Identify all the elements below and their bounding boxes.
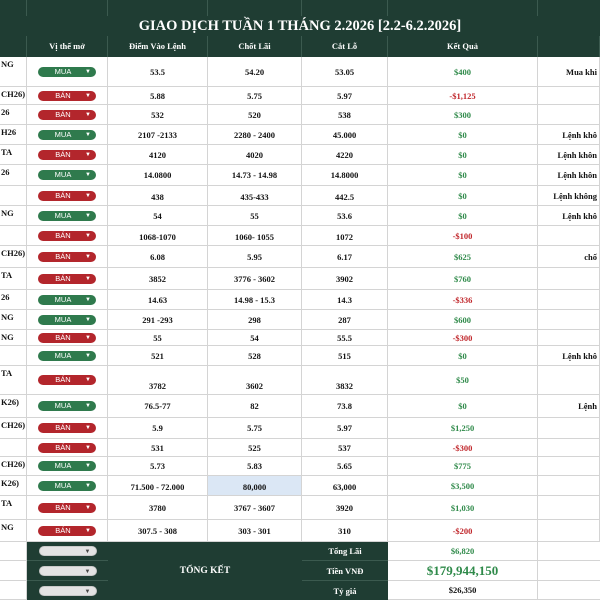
result-cell: $625 xyxy=(388,246,538,267)
stop-loss-cell: 5.65 xyxy=(302,457,388,475)
position-dropdown[interactable] xyxy=(38,503,96,513)
stop-loss-cell: 3832 xyxy=(302,366,388,394)
note-cell: Lệnh khôn xyxy=(538,145,600,164)
position-dropdown[interactable] xyxy=(38,67,96,77)
summary-dropdown-cell xyxy=(27,542,108,561)
dropdown-caret-icon: ▼ xyxy=(85,334,91,341)
take-profit-cell: 80,000 xyxy=(208,476,302,495)
entry-cell: 3852 xyxy=(108,268,208,289)
position-label: MUA xyxy=(54,461,72,470)
position-dropdown[interactable] xyxy=(38,351,96,361)
header-entry: Điểm Vào Lệnh xyxy=(108,36,208,57)
take-profit-cell: 14.73 - 14.98 xyxy=(208,165,302,185)
stop-loss-cell: 310 xyxy=(302,520,388,541)
take-profit-cell: 55 xyxy=(208,206,302,225)
note-cell: Lệnh xyxy=(538,395,600,417)
note-cell xyxy=(538,310,600,329)
table-row xyxy=(0,145,600,165)
stop-loss-cell: 4220 xyxy=(302,145,388,164)
summary-blank-cell xyxy=(0,561,27,581)
position-cell xyxy=(27,439,108,456)
result-cell: $1,030 xyxy=(388,496,538,519)
instrument-name-cell: CH26) xyxy=(0,418,27,438)
instrument-name-cell: TA xyxy=(0,145,27,164)
stop-loss-cell: 442.5 xyxy=(302,186,388,205)
entry-cell: 307.5 - 308 xyxy=(108,520,208,541)
position-label: BÁN xyxy=(55,190,71,200)
title-grid-cell xyxy=(0,0,27,16)
position-dropdown[interactable] xyxy=(38,461,96,471)
instrument-name-cell: H26 xyxy=(0,125,27,144)
position-dropdown[interactable] xyxy=(38,191,96,201)
result-cell: $0 xyxy=(388,165,538,185)
instrument-name-cell xyxy=(0,186,27,205)
position-dropdown[interactable] xyxy=(38,401,96,411)
note-cell xyxy=(538,520,600,541)
stop-loss-cell: 1072 xyxy=(302,226,388,245)
position-label: BÁN xyxy=(55,332,71,342)
position-cell xyxy=(27,165,108,185)
position-cell xyxy=(27,520,108,541)
table-row xyxy=(0,206,600,226)
header-note xyxy=(538,36,600,57)
position-cell xyxy=(27,125,108,144)
position-dropdown[interactable] xyxy=(38,252,96,262)
note-cell xyxy=(538,87,600,104)
header-stop-loss: Cắt Lỗ xyxy=(302,36,388,57)
title-grid-cell xyxy=(302,0,388,16)
dropdown-caret-icon: ▼ xyxy=(85,377,91,383)
result-cell: $1,250 xyxy=(388,418,538,438)
position-label: MUA xyxy=(54,401,72,410)
position-dropdown[interactable] xyxy=(38,315,96,325)
take-profit-cell: 2280 - 2400 xyxy=(208,125,302,144)
dropdown-caret-icon: ▼ xyxy=(85,92,91,99)
stop-loss-cell: 14.3 xyxy=(302,290,388,309)
position-label: BÁN xyxy=(55,109,71,119)
position-label: BÁN xyxy=(55,230,71,240)
position-label: BÁN xyxy=(55,149,71,159)
empty-position-dropdown[interactable] xyxy=(39,586,97,596)
take-profit-cell: 4020 xyxy=(208,145,302,164)
position-cell xyxy=(27,330,108,345)
table-row xyxy=(0,330,600,346)
position-label: MUA xyxy=(54,314,72,324)
position-cell xyxy=(27,246,108,267)
summary-blank-cell xyxy=(538,542,600,561)
position-cell xyxy=(27,87,108,104)
total-profit-label: Tổng Lãi xyxy=(302,542,388,561)
entry-cell: 1068-1070 xyxy=(108,226,208,245)
dropdown-caret-icon: ▼ xyxy=(85,151,91,158)
instrument-name-cell: NG xyxy=(0,310,27,329)
position-label: MUA xyxy=(54,210,72,220)
instrument-name-cell: 26 xyxy=(0,290,27,309)
position-dropdown[interactable] xyxy=(38,211,96,221)
empty-position-dropdown[interactable] xyxy=(39,566,97,576)
instrument-name-cell: 26 xyxy=(0,105,27,124)
entry-cell: 55 xyxy=(108,330,208,345)
take-profit-cell: 520 xyxy=(208,105,302,124)
note-cell: Mua khi xyxy=(538,57,600,86)
instrument-name-cell: 26 xyxy=(0,165,27,185)
note-cell xyxy=(538,457,600,475)
note-cell xyxy=(538,105,600,124)
instrument-name-cell: CH26) xyxy=(0,457,27,475)
rate-value: $26,350 xyxy=(388,581,538,600)
position-dropdown[interactable] xyxy=(38,423,96,433)
entry-cell: 3782 xyxy=(108,366,208,394)
result-cell: -$300 xyxy=(388,330,538,345)
table-row xyxy=(0,87,600,105)
table-row xyxy=(0,310,600,330)
take-profit-cell: 54.20 xyxy=(208,57,302,86)
stop-loss-cell: 287 xyxy=(302,310,388,329)
position-dropdown[interactable] xyxy=(38,526,96,536)
entry-cell: 53.5 xyxy=(108,57,208,86)
dropdown-caret-icon: ▼ xyxy=(85,444,91,451)
dropdown-caret-icon: ▼ xyxy=(85,463,91,469)
table-row xyxy=(0,418,600,439)
take-profit-cell: 3602 xyxy=(208,366,302,394)
summary-blank-cell xyxy=(538,561,600,581)
header-result: Kết Quả xyxy=(388,36,538,57)
result-cell: $600 xyxy=(388,310,538,329)
result-cell: -$336 xyxy=(388,290,538,309)
position-label: BÁN xyxy=(55,273,71,283)
entry-cell: 76.5-77 xyxy=(108,395,208,417)
table-row xyxy=(0,125,600,145)
instrument-name-cell: TA xyxy=(0,496,27,519)
note-cell xyxy=(538,226,600,245)
position-cell xyxy=(27,395,108,417)
note-cell xyxy=(538,268,600,289)
entry-cell: 438 xyxy=(108,186,208,205)
take-profit-cell: 3776 - 3602 xyxy=(208,268,302,289)
header-position: Vị thế mở xyxy=(27,36,108,57)
table-row xyxy=(0,520,600,542)
position-dropdown[interactable] xyxy=(38,150,96,160)
position-cell xyxy=(27,366,108,394)
entry-cell: 5.88 xyxy=(108,87,208,104)
position-label: BÁN xyxy=(55,525,71,535)
table-row xyxy=(0,246,600,268)
result-cell: $775 xyxy=(388,457,538,475)
empty-position-dropdown[interactable] xyxy=(39,546,97,556)
take-profit-cell: 54 xyxy=(208,330,302,345)
note-cell xyxy=(538,366,600,394)
instrument-name-cell: NG xyxy=(0,57,27,86)
position-label: BÁN xyxy=(55,423,71,432)
stop-loss-cell: 3902 xyxy=(302,268,388,289)
dropdown-caret-icon: ▼ xyxy=(85,111,91,118)
dropdown-caret-icon: ▼ xyxy=(85,296,91,303)
instrument-name-cell: NG xyxy=(0,330,27,345)
dropdown-caret-icon: ▼ xyxy=(85,352,91,359)
result-cell: $0 xyxy=(388,395,538,417)
table-row xyxy=(0,476,600,496)
instrument-name-cell: CH26) xyxy=(0,246,27,267)
position-cell xyxy=(27,206,108,225)
summary-block xyxy=(0,542,600,600)
entry-cell: 532 xyxy=(108,105,208,124)
position-dropdown[interactable] xyxy=(38,481,96,491)
summary-dropdown-cell xyxy=(27,561,108,581)
note-cell: chố xyxy=(538,246,600,267)
summary-blank-cell xyxy=(0,542,27,561)
result-cell: $0 xyxy=(388,145,538,164)
table-row xyxy=(0,457,600,476)
result-cell: $760 xyxy=(388,268,538,289)
entry-cell: 4120 xyxy=(108,145,208,164)
position-label: MUA xyxy=(54,480,72,490)
note-cell xyxy=(538,290,600,309)
position-dropdown[interactable] xyxy=(38,130,96,140)
sheet-title: GIAO DỊCH TUẦN 1 THÁNG 2.2026 [2.2-6.2.2026] xyxy=(138,18,462,34)
table-row xyxy=(0,366,600,395)
entry-cell: 531 xyxy=(108,439,208,456)
result-cell: -$1,125 xyxy=(388,87,538,104)
entry-cell: 6.08 xyxy=(108,246,208,267)
rate-label: Tỷ giá xyxy=(302,581,388,600)
result-cell: $0 xyxy=(388,186,538,205)
position-dropdown[interactable] xyxy=(38,110,96,120)
entry-cell: 521 xyxy=(108,346,208,365)
position-dropdown[interactable] xyxy=(38,91,96,101)
header-name xyxy=(0,36,27,57)
dropdown-caret-icon: ▼ xyxy=(85,403,91,409)
vnd-value: $179,944,150 xyxy=(388,561,538,581)
entry-cell: 5.9 xyxy=(108,418,208,438)
position-label: MUA xyxy=(54,294,72,304)
stop-loss-cell: 53.05 xyxy=(302,57,388,86)
entry-cell: 14.0800 xyxy=(108,165,208,185)
position-dropdown[interactable] xyxy=(38,333,96,343)
dropdown-caret-icon: ▼ xyxy=(85,131,91,138)
take-profit-cell: 528 xyxy=(208,346,302,365)
take-profit-cell: 5.83 xyxy=(208,457,302,475)
dropdown-caret-icon: ▼ xyxy=(85,172,91,178)
position-cell xyxy=(27,57,108,86)
note-cell xyxy=(538,439,600,456)
dropdown-caret-icon: ▼ xyxy=(85,232,91,239)
note-cell: Lệnh khô xyxy=(538,206,600,225)
stop-loss-cell: 63,000 xyxy=(302,476,388,495)
title-grid-cell xyxy=(27,0,108,16)
position-dropdown[interactable] xyxy=(38,295,96,305)
dropdown-caret-icon: ▼ xyxy=(85,192,91,199)
position-cell xyxy=(27,496,108,519)
instrument-name-cell: TA xyxy=(0,366,27,394)
dropdown-caret-icon: ▼ xyxy=(85,275,91,282)
position-cell xyxy=(27,310,108,329)
note-cell xyxy=(538,418,600,438)
total-profit-value: $6,820 xyxy=(388,542,538,561)
position-cell xyxy=(27,226,108,245)
table-row xyxy=(0,105,600,125)
dropdown-caret-icon: ▼ xyxy=(85,425,91,431)
note-cell: Lệnh khôn xyxy=(538,165,600,185)
take-profit-cell: 525 xyxy=(208,439,302,456)
result-cell: -$200 xyxy=(388,520,538,541)
result-cell: $300 xyxy=(388,105,538,124)
note-cell xyxy=(538,496,600,519)
position-label: BÁN xyxy=(55,502,71,512)
stop-loss-cell: 3920 xyxy=(302,496,388,519)
table-row xyxy=(0,346,600,366)
stop-loss-cell: 55.5 xyxy=(302,330,388,345)
take-profit-cell: 5.75 xyxy=(208,87,302,104)
dropdown-caret-icon: ▼ xyxy=(85,482,91,489)
position-label: MUA xyxy=(54,350,72,360)
result-cell: -$300 xyxy=(388,439,538,456)
instrument-name-cell: TA xyxy=(0,268,27,289)
take-profit-cell: 5.75 xyxy=(208,418,302,438)
take-profit-cell: 1060- 1055 xyxy=(208,226,302,245)
entry-cell: 71.500 - 72.000 xyxy=(108,476,208,495)
entry-cell: 2107 -2133 xyxy=(108,125,208,144)
result-cell: $400 xyxy=(388,57,538,86)
position-dropdown[interactable] xyxy=(38,274,96,284)
position-cell xyxy=(27,476,108,495)
stop-loss-cell: 537 xyxy=(302,439,388,456)
dropdown-caret-icon: ▼ xyxy=(85,68,91,75)
result-cell: $3,500 xyxy=(388,476,538,495)
title-grid-cell xyxy=(108,0,208,16)
dropdown-caret-icon: ▼ xyxy=(84,588,91,595)
instrument-name-cell: NG xyxy=(0,206,27,225)
table-row xyxy=(0,268,600,290)
take-profit-cell: 3767 - 3607 xyxy=(208,496,302,519)
note-cell: Lệnh không xyxy=(538,186,600,205)
instrument-name-cell xyxy=(0,346,27,365)
stop-loss-cell: 73.8 xyxy=(302,395,388,417)
dropdown-caret-icon: ▼ xyxy=(85,527,91,534)
header-take-profit: Chốt Lãi xyxy=(208,36,302,57)
note-cell xyxy=(538,330,600,345)
position-label: BÁN xyxy=(55,375,71,384)
instrument-name-cell xyxy=(0,226,27,245)
table-row xyxy=(0,186,600,206)
table-row xyxy=(0,226,600,246)
instrument-name-cell: K26) xyxy=(0,395,27,417)
position-dropdown[interactable] xyxy=(38,375,96,385)
stop-loss-cell: 6.17 xyxy=(302,246,388,267)
entry-cell: 5.73 xyxy=(108,457,208,475)
entry-cell: 3780 xyxy=(108,496,208,519)
dropdown-caret-icon: ▼ xyxy=(84,568,91,575)
position-label: BÁN xyxy=(55,90,71,100)
title-grid-cell xyxy=(388,0,538,16)
take-profit-cell: 5.95 xyxy=(208,246,302,267)
position-cell xyxy=(27,145,108,164)
position-cell xyxy=(27,105,108,124)
stop-loss-cell: 538 xyxy=(302,105,388,124)
table-row xyxy=(0,395,600,418)
take-profit-cell: 303 - 301 xyxy=(208,520,302,541)
dropdown-caret-icon: ▼ xyxy=(85,212,91,219)
instrument-name-cell: K26) xyxy=(0,476,27,495)
dropdown-caret-icon: ▼ xyxy=(85,316,91,323)
take-profit-cell: 82 xyxy=(208,395,302,417)
result-cell: $0 xyxy=(388,206,538,225)
summary-blank-cell xyxy=(0,581,27,600)
stop-loss-cell: 5.97 xyxy=(302,87,388,104)
stop-loss-cell: 515 xyxy=(302,346,388,365)
instrument-name-cell xyxy=(0,439,27,456)
position-dropdown[interactable] xyxy=(38,170,96,180)
dropdown-caret-icon: ▼ xyxy=(85,504,91,511)
instrument-name-cell: CH26) xyxy=(0,87,27,104)
entry-cell: 54 xyxy=(108,206,208,225)
note-cell xyxy=(538,476,600,495)
position-cell xyxy=(27,457,108,475)
dropdown-caret-icon: ▼ xyxy=(85,253,91,260)
take-profit-cell: 298 xyxy=(208,310,302,329)
position-label: BÁN xyxy=(55,251,71,261)
result-cell: $50 xyxy=(388,366,538,394)
table-row xyxy=(0,165,600,186)
stop-loss-cell: 14.8000 xyxy=(302,165,388,185)
position-label: MUA xyxy=(54,66,72,76)
stop-loss-cell: 53.6 xyxy=(302,206,388,225)
position-dropdown[interactable] xyxy=(38,443,96,453)
table-row xyxy=(0,439,600,457)
take-profit-cell: 14.98 - 15.3 xyxy=(208,290,302,309)
title-bar xyxy=(0,0,600,36)
position-label: MUA xyxy=(54,170,72,179)
table-row xyxy=(0,290,600,310)
dropdown-caret-icon: ▼ xyxy=(84,549,91,555)
position-label: BÁN xyxy=(55,442,71,452)
position-dropdown[interactable] xyxy=(38,231,96,241)
note-cell: Lệnh khô xyxy=(538,125,600,144)
summary-dropdown-cell xyxy=(27,581,108,600)
position-cell xyxy=(27,186,108,205)
table-row xyxy=(0,496,600,520)
position-cell xyxy=(27,290,108,309)
table-row xyxy=(0,57,600,87)
take-profit-cell: 435-433 xyxy=(208,186,302,205)
entry-cell: 291 -293 xyxy=(108,310,208,329)
result-cell: $0 xyxy=(388,125,538,144)
entry-cell: 14.63 xyxy=(108,290,208,309)
position-cell xyxy=(27,268,108,289)
position-cell xyxy=(27,418,108,438)
vnd-label: Tiền VNĐ xyxy=(302,561,388,581)
result-cell: -$100 xyxy=(388,226,538,245)
result-cell: $0 xyxy=(388,346,538,365)
position-cell xyxy=(27,346,108,365)
stop-loss-cell: 5.97 xyxy=(302,418,388,438)
title-grid-cell xyxy=(208,0,302,16)
instrument-name-cell: NG xyxy=(0,520,27,541)
note-cell: Lệnh khô xyxy=(538,346,600,365)
summary-blank-cell xyxy=(538,581,600,600)
stop-loss-cell: 45.000 xyxy=(302,125,388,144)
position-label: MUA xyxy=(54,129,72,139)
summary-label: TỔNG KẾT xyxy=(108,542,302,600)
